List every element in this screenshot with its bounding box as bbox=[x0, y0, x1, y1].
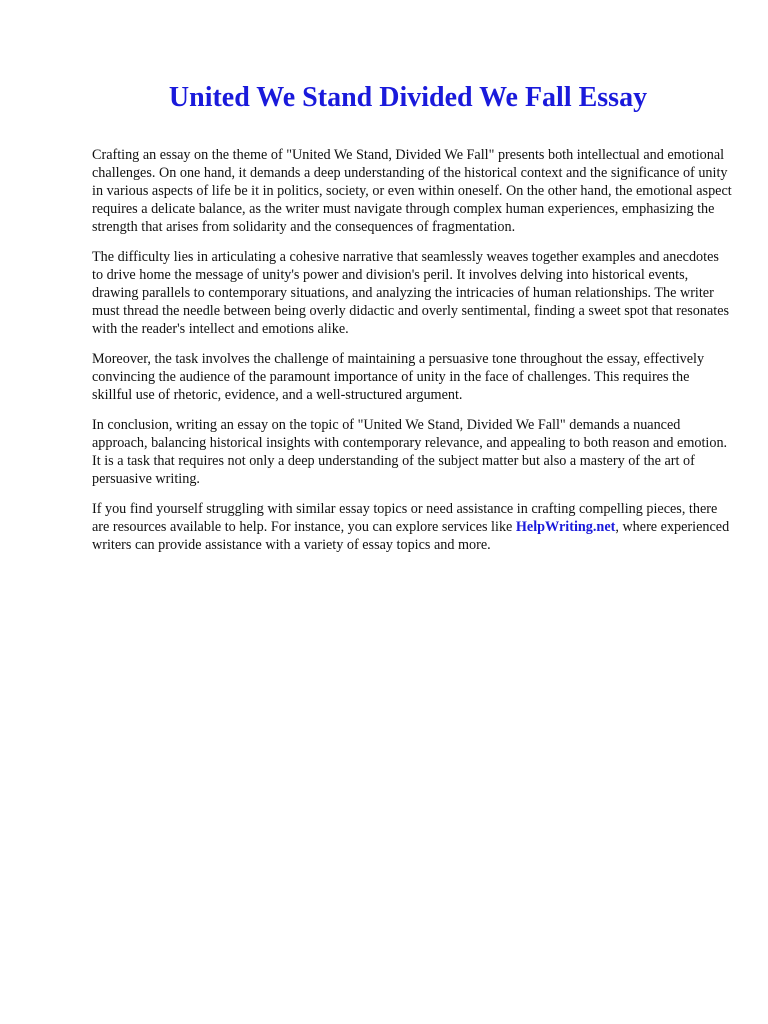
paragraph-5-text-before-link: If you find yourself struggling with similar essay topics or need assistance in crafting compelling pieces, there are resources available to help. For instance, you can explore services like bbox=[92, 501, 718, 535]
helpwriting-link[interactable]: HelpWriting.net bbox=[515, 519, 616, 535]
paragraph-1: Crafting an essay on the theme of "United We Stand, Divided We Fall" presents both intellectual and emotional challenges. On one hand, it demands a deep understanding of the historical context and the significance of unity in various aspects of life be it in politics, society, or even within oneself. On the other hand, the emotional aspect requires a delicate balance, as the writer must navigate through complex human experiences, emphasizing the strength that arises from solidarity and the consequences of fragmentation. bbox=[92, 147, 732, 235]
document-body bbox=[92, 146, 732, 566]
paragraph-5 bbox=[92, 500, 732, 554]
paragraph-5-text-after-link: , where experienced writers can provide assistance with a variety of essay topics and more. bbox=[92, 519, 730, 553]
paragraph-4: In conclusion, writing an essay on the topic of "United We Stand, Divided We Fall" demands a nuanced approach, balancing historical insights with contemporary relevance, and appealing to both reason and emotion. It is a task that requires not only a deep understanding of the subject matter but also a mastery of the art of persuasive writing. bbox=[92, 417, 728, 487]
paragraph-3: Moreover, the task involves the challenge of maintaining a persuasive tone throughout the essay, effectively convincing the audience of the paramount importance of unity in the face of challenges. This requires the skillful use of rhetoric, evidence, and a well-structured argument. bbox=[92, 351, 705, 403]
document-title: United We Stand Divided We Fall Essay bbox=[168, 82, 648, 113]
paragraph-2: The difficulty lies in articulating a cohesive narrative that seamlessly weaves together examples and anecdotes to drive home the message of unity's power and division's peril. It involves delving into historical events, drawing parallels to contemporary situations, and analyzing the intricacies of human relationships. The writer must thread the needle between being overly didactic and overly sentimental, finding a sweet spot that resonates with the reader's intellect and emotions alike. bbox=[92, 249, 730, 337]
